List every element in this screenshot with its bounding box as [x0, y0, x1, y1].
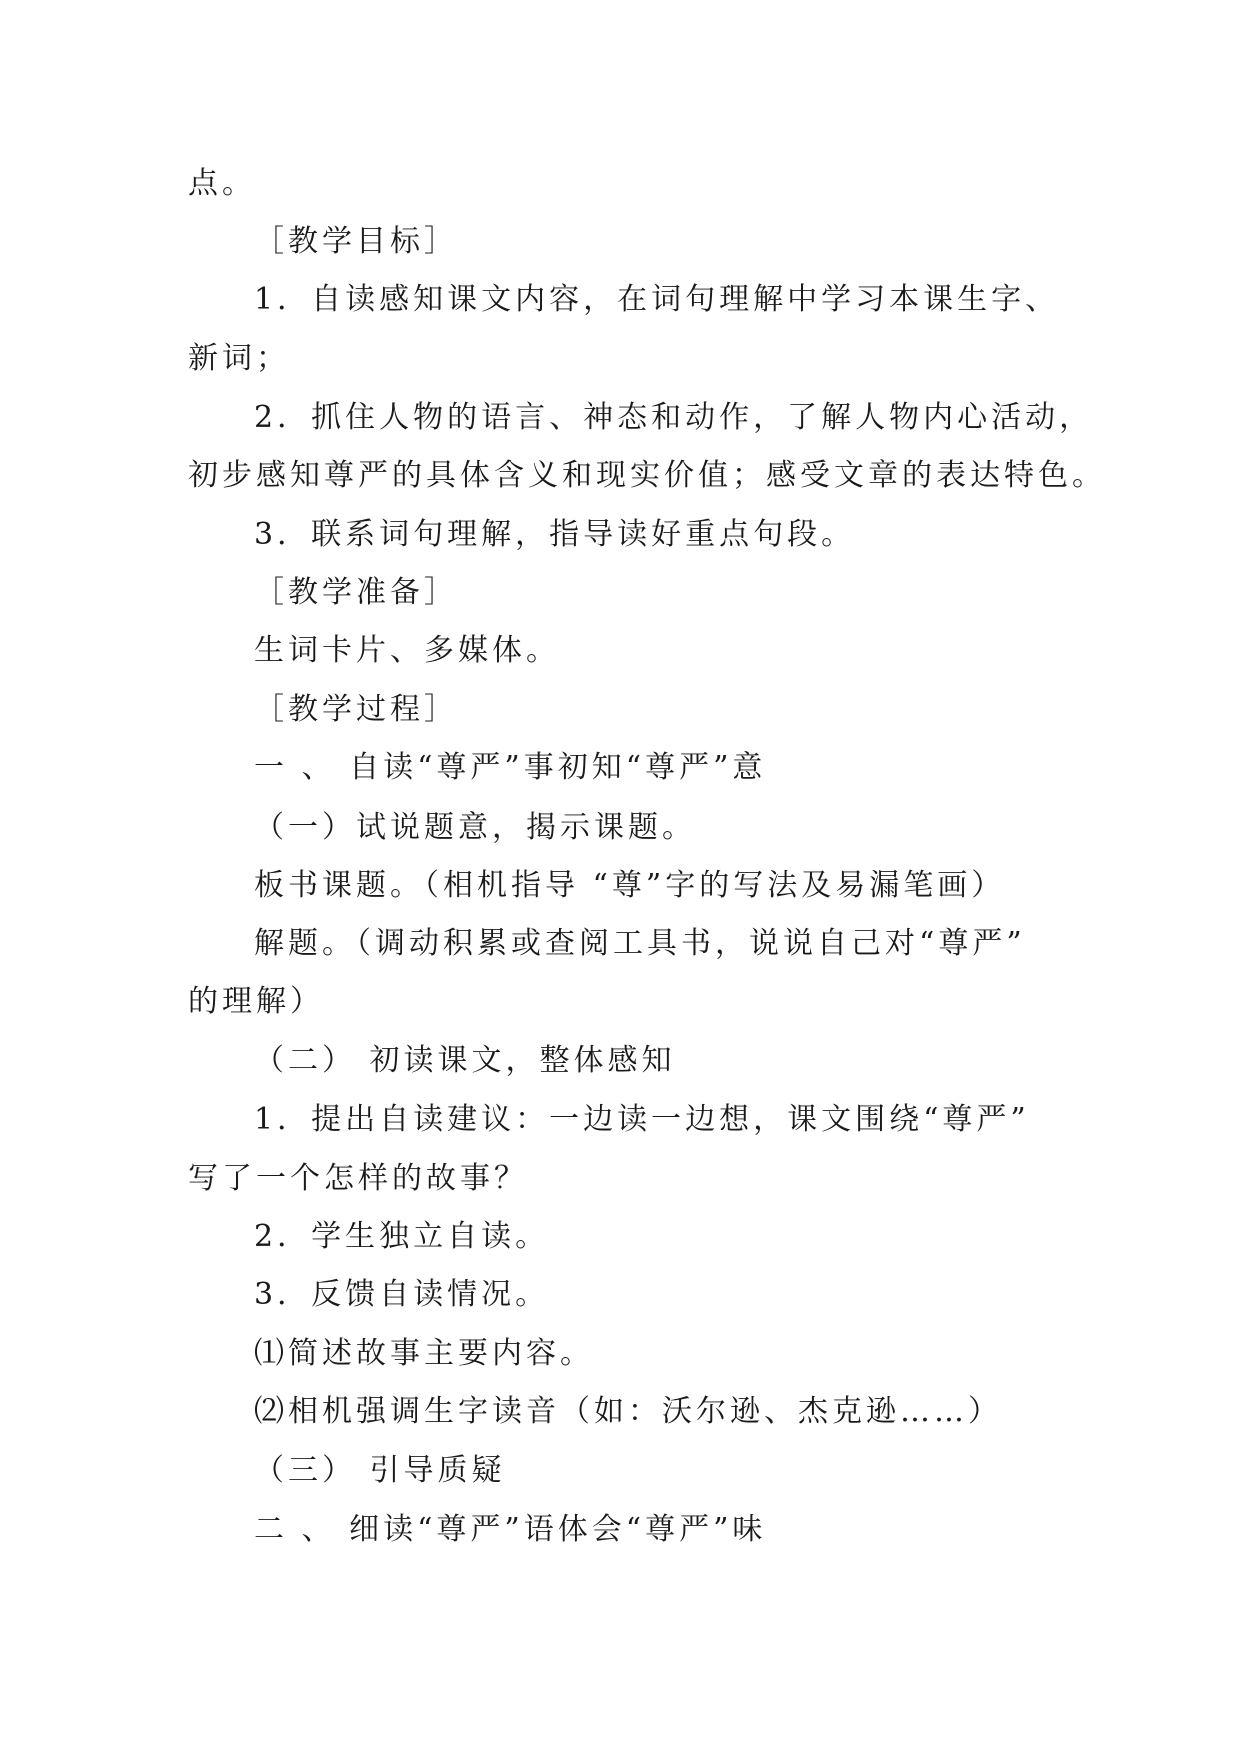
section-heading-objectives: ［教学目标］: [254, 224, 458, 259]
section-heading-preparation: ［教学准备］: [254, 575, 458, 610]
text-line: 初步感知尊严的具体含义和现实价值；感受文章的表达特色。: [188, 458, 1106, 493]
text-line: （三） 引导质疑: [254, 1453, 506, 1488]
text-line: ⑴简述故事主要内容。: [254, 1336, 594, 1371]
text-line: 的理解）: [188, 984, 324, 1019]
subsection-heading: 一 、 自读“尊严”事初知“尊严”意: [254, 750, 767, 785]
text-line: 1．自读感知课文内容，在词句理解中学习本课生字、: [254, 282, 1060, 317]
text-line: （一）试说题意，揭示课题。: [254, 810, 696, 845]
text-line: 2．学生独立自读。: [254, 1219, 550, 1254]
text-line: 写了一个怎样的故事？: [188, 1161, 528, 1196]
text-line: ⑵相机强调生字读音（如：沃尔逊、杰克逊……）: [254, 1394, 1002, 1429]
text-line: 3．反馈自读情况。: [254, 1277, 550, 1312]
text-line: （二） 初读课文，整体感知: [254, 1043, 676, 1078]
section-heading-process: ［教学过程］: [254, 692, 458, 727]
text-line: 生词卡片、多媒体。: [254, 633, 560, 668]
text-line: 2．抓住人物的语言、神态和动作，了解人物内心活动，: [254, 400, 1094, 435]
text-line: 点。: [188, 166, 256, 201]
text-line: 板书课题。（相机指导 “尊”字的写法及易漏笔画）: [254, 868, 1006, 903]
subsection-heading: 二 、 细读“尊严”语体会“尊严”味: [254, 1512, 767, 1547]
text-line: 3．联系词句理解，指导读好重点句段。: [254, 517, 856, 552]
text-line: 1．提出自读建议：一边读一边想，课文围绕“尊严”: [254, 1102, 1030, 1137]
text-line: 新词；: [188, 341, 290, 376]
text-line: 解题。（调动积累或查阅工具书，说说自己对“尊严”: [254, 926, 1026, 961]
